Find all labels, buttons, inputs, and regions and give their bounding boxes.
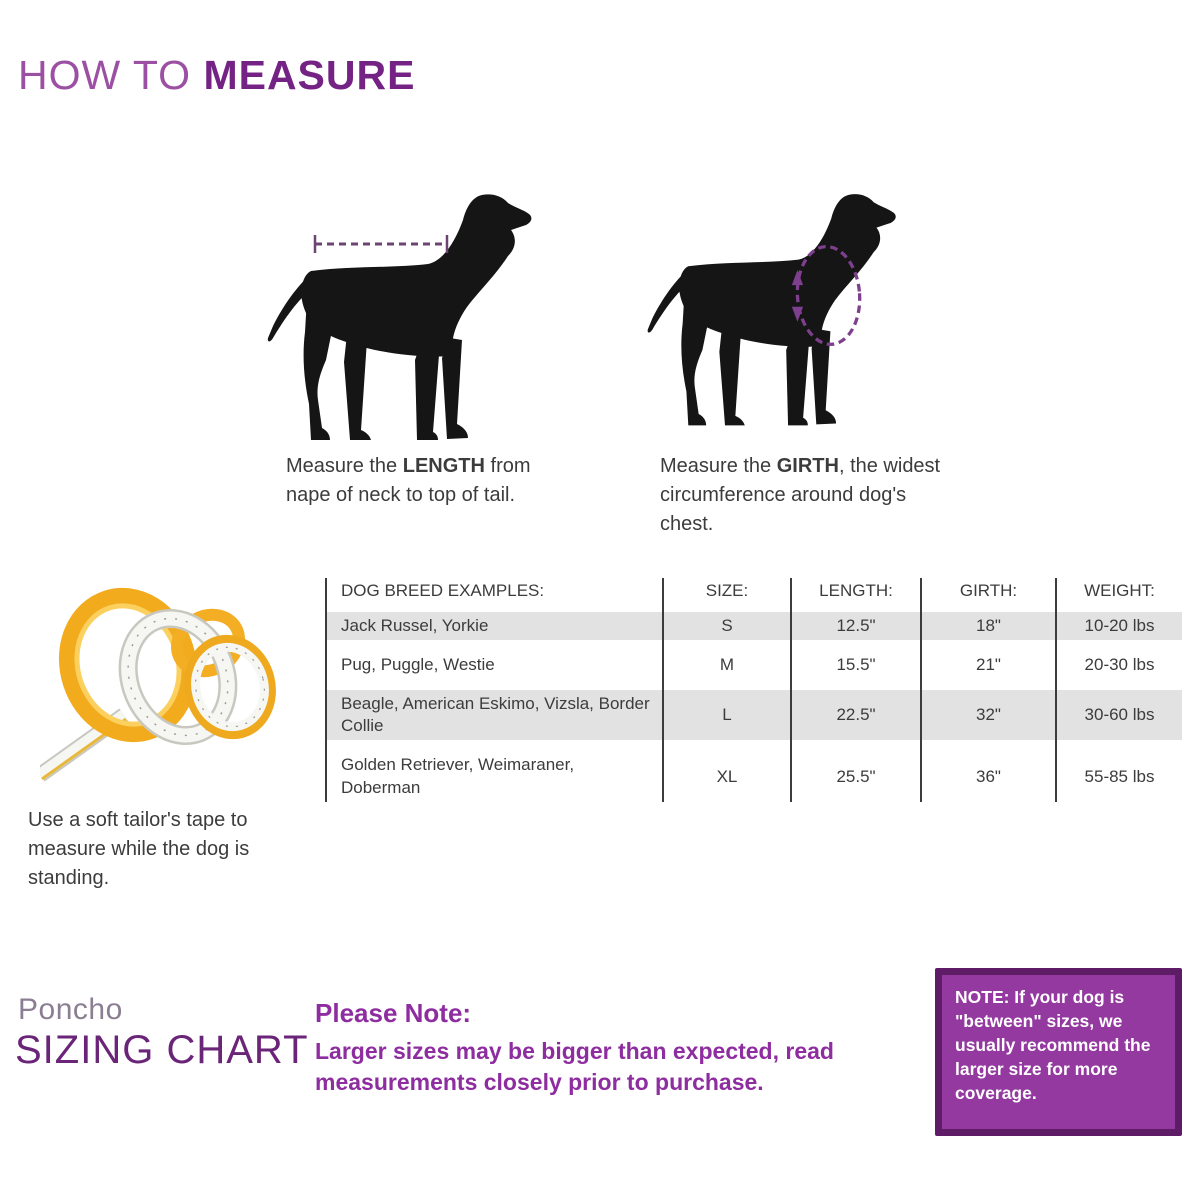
between-sizes-note-text: NOTE: If your dog is "between" sizes, we usually recommend the larger size for more coverage. [955,987,1151,1103]
length-caption-pre: Measure the [286,455,403,477]
col-header-length: LENGTH: [791,578,921,606]
measuring-tape-illustration [40,565,290,790]
girth-caption-post: , the widest circumference around dog's chest. [660,455,941,535]
product-name: Poncho [18,993,123,1026]
table-spacer-row [326,640,1182,651]
table-row-l [326,690,1182,740]
table-row-xl [326,751,1182,801]
dog-silhouette [268,194,532,440]
table-header-row [326,578,1182,606]
col-header-breeds: DOG BREED EXAMPLES: [326,578,663,606]
cell-size: S [663,612,791,640]
length-diagram-dog-illustration [265,190,605,446]
please-note-body: Larger sizes may be bigger than expected, read measurements closely prior to purchase. [315,1038,834,1096]
cell-breeds: Pug, Puggle, Westie [326,651,663,679]
cell-size: M [663,651,791,679]
table-spacer-row [326,679,1182,690]
cell-size: XL [663,751,791,801]
page-title-light: HOW TO [18,52,192,98]
please-note-heading: Please Note: [315,998,472,1028]
cell-breeds: Golden Retriever, Weimaraner, Doberman [326,751,663,801]
girth-diagram-dog-illustration [645,190,965,431]
cell-breeds: Beagle, American Eskimo, Vizsla, Border Collie [326,690,663,740]
girth-caption-keyword: GIRTH [776,455,839,477]
cell-weight: 55-85 lbs [1056,751,1182,801]
cell-length: 15.5" [791,651,921,679]
cell-girth: 21" [921,651,1056,679]
col-header-girth: GIRTH: [921,578,1056,606]
cell-size: L [663,690,791,740]
cell-breeds: Jack Russel, Yorkie [326,612,663,640]
cell-length: 22.5" [791,690,921,740]
girth-caption-pre: Measure the [660,455,777,477]
cell-length: 25.5" [791,751,921,801]
length-caption-post: from nape of neck to top of tail. [286,455,531,506]
cell-girth: 18" [921,612,1056,640]
girth-caption [660,452,952,539]
between-sizes-note-box [935,968,1182,1136]
sizing-table [325,578,1182,802]
length-caption-keyword: LENGTH [402,455,485,477]
table-row-m [326,651,1182,679]
cell-weight: 10-20 lbs [1056,612,1182,640]
cell-girth: 36" [921,751,1056,801]
chart-title: SIZING CHART [15,1028,309,1072]
cell-length: 12.5" [791,612,921,640]
page-title [18,52,415,99]
tape-tip-text: Use a soft tailor's tape to measure while the dog is standing. [28,809,250,889]
table-spacer-row [326,740,1182,751]
table-row-s [326,612,1182,640]
cell-girth: 32" [921,690,1056,740]
page-title-bold: MEASURE [203,52,416,98]
length-caption [286,452,538,510]
col-header-weight: WEIGHT: [1056,578,1182,606]
length-measure-line [315,235,447,253]
cell-weight: 30-60 lbs [1056,690,1182,740]
cell-weight: 20-30 lbs [1056,651,1182,679]
col-header-size: SIZE: [663,578,791,606]
